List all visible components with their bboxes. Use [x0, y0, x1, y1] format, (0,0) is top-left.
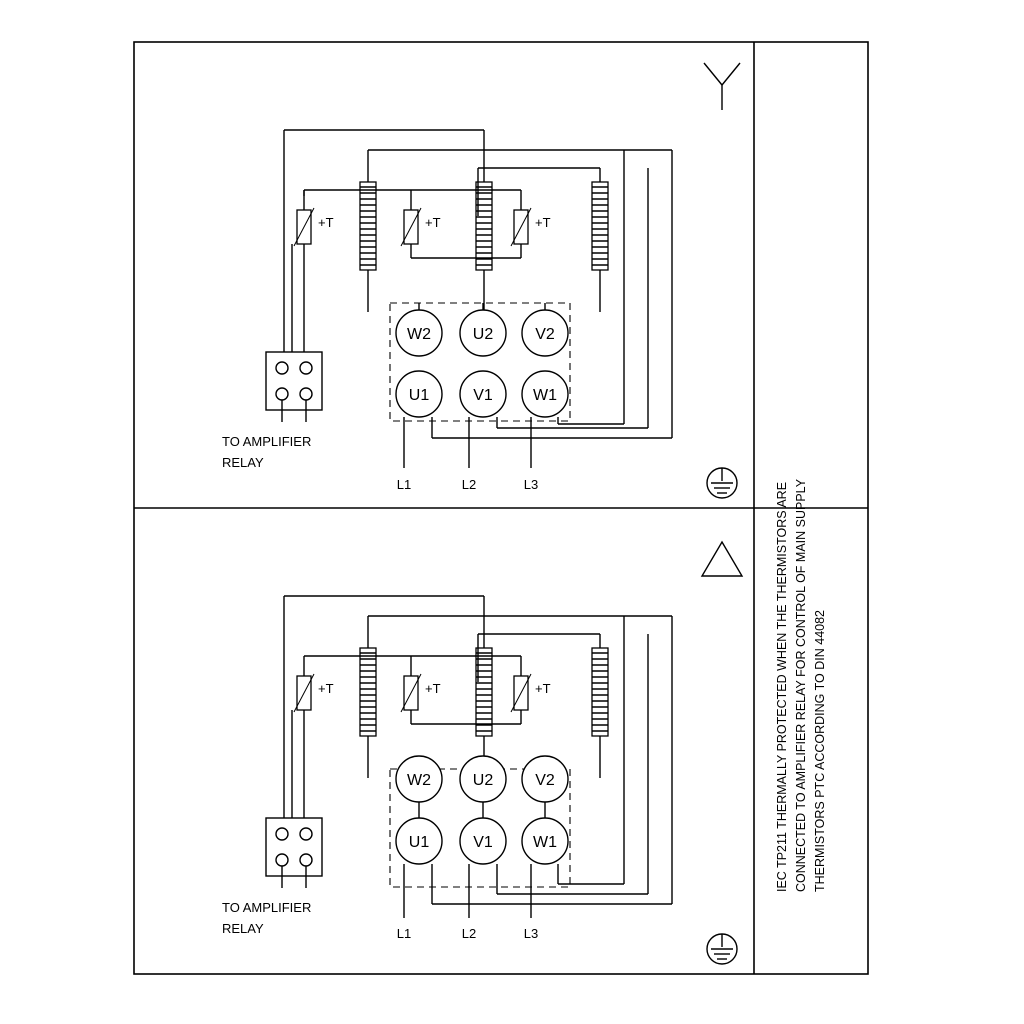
panel-star — [222, 63, 740, 498]
thermistor-2 — [401, 656, 441, 724]
note-line-3: THERMISTORS PTC ACCORDING TO DIN 44082 — [813, 609, 827, 892]
amplifier-label-line2: RELAY — [222, 455, 264, 470]
terminal-w2 — [396, 756, 442, 802]
note-block — [775, 478, 827, 892]
earth-ground-symbol — [707, 934, 737, 964]
terminal-label-w1: W1 — [533, 387, 557, 404]
winding-coil-3 — [592, 634, 608, 778]
terminal-label-u1: U1 — [408, 387, 430, 404]
terminal-label-v2: V2 — [535, 772, 555, 789]
wye-symbol — [704, 63, 740, 110]
terminal-v2 — [522, 756, 568, 802]
terminal-v1 — [460, 818, 506, 864]
thermistor-3 — [511, 196, 551, 258]
supply-label-l2: L2 — [461, 926, 477, 941]
amplifier-label-line2: RELAY — [222, 921, 264, 936]
terminal-w2 — [396, 310, 442, 356]
terminal-label-v1: V1 — [473, 387, 493, 404]
thermistor-1 — [294, 656, 334, 818]
note-line-1: IEC TP211 THERMALLY PROTECTED WHEN THE THERMISTORS ARE — [775, 481, 789, 892]
terminal-label-v1: V1 — [473, 834, 493, 851]
terminal-label-w2: W2 — [407, 772, 431, 789]
supply-label-l1: L1 — [396, 926, 412, 941]
terminal-u2 — [460, 310, 506, 356]
winding-coil-2 — [476, 130, 492, 312]
thermistor-label-1: +T — [318, 215, 334, 230]
terminal-v1 — [460, 371, 506, 417]
terminal-w1 — [522, 818, 568, 864]
note-line-2: CONNECTED TO AMPLIFIER RELAY FOR CONTROL OF MAIN SUPPLY — [794, 478, 808, 892]
amplifier-terminal-block — [266, 818, 322, 888]
supply-label-l2: L2 — [461, 477, 477, 492]
amplifier-terminal-block — [266, 352, 322, 422]
thermistor-label-3: +T — [535, 215, 551, 230]
winding-coil-2 — [476, 596, 492, 778]
terminal-u1 — [396, 371, 442, 417]
supply-label-l1: L1 — [396, 477, 412, 492]
thermistor-2 — [401, 196, 441, 258]
thermistor-3 — [511, 656, 551, 724]
thermistor-label-2: +T — [425, 215, 441, 230]
thermistor-label-1: +T — [318, 681, 334, 696]
delta-symbol — [702, 542, 742, 576]
terminal-label-w2: W2 — [407, 326, 431, 343]
terminal-u1 — [396, 818, 442, 864]
winding-coil-3 — [592, 168, 608, 312]
thermistor-label-2: +T — [425, 681, 441, 696]
amplifier-label-line1: TO AMPLIFIER — [222, 434, 312, 449]
winding-coil-1 — [360, 616, 376, 778]
terminal-v2 — [522, 310, 568, 356]
panel-delta — [222, 542, 742, 964]
terminal-label-v2: V2 — [535, 326, 555, 343]
amplifier-label-line1: TO AMPLIFIER — [222, 900, 312, 915]
terminal-label-u2: U2 — [472, 326, 494, 343]
terminal-u2 — [460, 756, 506, 802]
terminal-w1 — [522, 371, 568, 417]
terminal-label-u2: U2 — [472, 772, 494, 789]
supply-label-l3: L3 — [523, 477, 539, 492]
winding-coil-1 — [360, 150, 376, 312]
terminal-label-u1: U1 — [408, 834, 430, 851]
thermistor-label-3: +T — [535, 681, 551, 696]
earth-ground-symbol — [707, 468, 737, 498]
terminal-label-w1: W1 — [533, 834, 557, 851]
supply-label-l3: L3 — [523, 926, 539, 941]
thermistor-1 — [294, 190, 334, 352]
